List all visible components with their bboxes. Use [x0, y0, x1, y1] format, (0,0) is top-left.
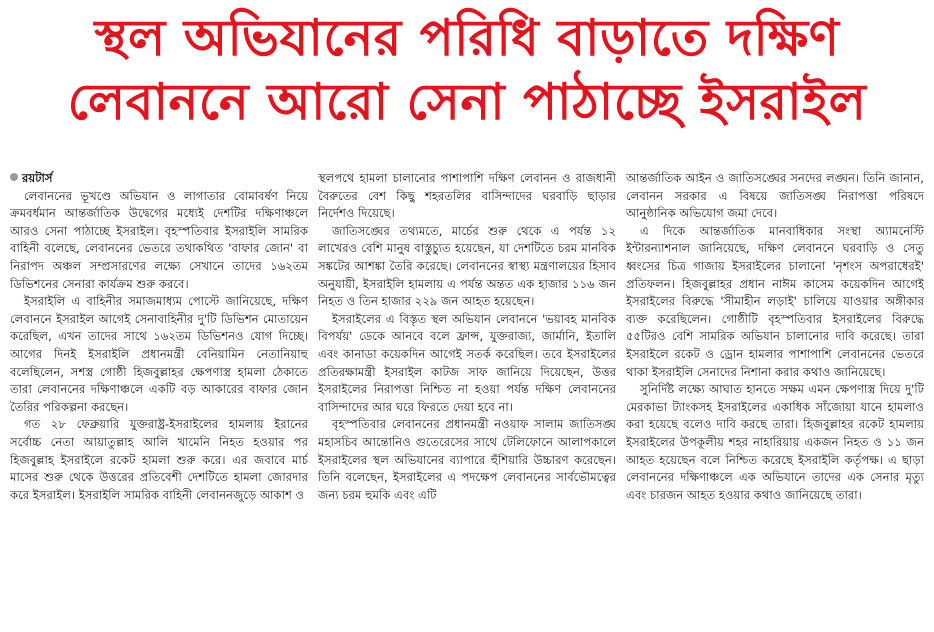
bullet-icon	[10, 173, 18, 181]
headline-line-2: লেবাননে আরো সেনা পাঠাচ্ছে ইসরাইল	[67, 73, 867, 131]
paragraph: আন্তর্জাতিক আইন ও জাতিসঙ্ঘের সনদের লঙ্ঘন। তিনি জানান, লেবানন সরকার এ বিষয়ে জাতিসঙ্ঘ নিরাপত্তা পরিষদে আনুষ্ঠানিক অভিযোগ জমা দেবে।	[626, 171, 924, 221]
paragraph: লেবাননের ভূখণ্ডে অভিযান ও লাগাতার বোমাবর্ষণ নিয়ে ক্রমবর্ধমান আন্তর্জাতিক উদ্বেগের মধ্যেই দেশটির দক্ষিণাঞ্চলে আরও সেনা পাঠাচ্ছে ইসরাইল। বৃহস্পতিবার ইসরাইলি সামরিক বাহিনী বলেছে, লেবাননের ভেতরে তথাকথিত 'বাফার জোন' বা নিরাপদ অঞ্চল সম্প্রসারণের লক্ষ্যে সেখানে তাদের ১৬২তম ডিভিশনের সেনারা কার্যক্রম শুরু করবে।	[10, 188, 308, 291]
column-2	[318, 170, 616, 626]
paragraph: গত ২৮ ফেব্রুয়ারি যুক্তরাষ্ট্র-ইসরাইলের হামলায় ইরানের সর্বোচ্চ নেতা আয়াতুল্লাহ আলি খামেনি নিহত হওয়ার পর হিজবুল্লাহ ইসরাইলে রকেট হামলা শুরু করে। এর জবাবে মার্চ মাসের শুরু থেকে উত্তরের প্রতিবেশী দেশটিতে হামলা জোরদার করে ইসরাইল। ইসরাইলি সামরিক বাহিনী লেবাননজুড়ে আকাশ ও	[10, 417, 308, 502]
paragraph: জাতিসঙ্ঘের তথ্যমতে, মার্চের শুরু থেকে এ পর্যন্ত ১২ লাখেরও বেশি মানুষ বাস্তুচ্যুত হয়েছেন, যা দেশটিতে চরম মানবিক সঙ্কটের আশঙ্কা তৈরি করেছে। লেবাননের স্বাস্থ্য মন্ত্রণালয়ের হিসাব অনুযায়ী, ইসরাইলি হামলায় এ পর্যন্ত অন্তত এক হাজার ১১৬ জন নিহত ও তিন হাজার ২২৯ জন আহত হয়েছেন।	[318, 223, 616, 309]
paragraph: এ দিকে আন্তর্জাতিক মানবাধিকার সংস্থা অ্যামনেস্টি ইন্টারন্যাশনাল জানিয়েছে, দক্ষিণ লেবাননে ঘরবাড়ি ও সেতু ধ্বংসের চিত্র গাজায় ইসরাইলের চালানো 'নৃশংস অপরাধেরই' প্রতিফলন। হিজবুল্লাহর প্রধান নাঈম কাসেম কয়েকদিন আগেই ইসরাইলের বিরুদ্ধে 'সীমাহীন লড়াই' চালিয়ে যাওয়ার অঙ্গীকার ব্যক্ত করেছিলেন। গোষ্ঠীটি বৃহস্পতিবার ইসরাইলের বিরুদ্ধে ৫৫টিরও বেশি সামরিক অভিযান চালানোর দাবি করেছে। তারা ইসরাইলে রকেট ও ড্রোন হামলার পাশাপাশি লেবাননের ভেতরে থাকা ইসরাইলি সেনাদের নিশানা করার কথাও জানিয়েছে।	[626, 223, 924, 379]
paragraph: বৃহস্পতিবার লেবাননের প্রধানমন্ত্রী নওয়াফ সালাম জাতিসঙ্ঘ মহাসচিব আন্তোনিও গুতেরেসের সাথে টেলিফোনে আলাপকালে ইসরাইলের স্থল অভিযানের ব্যাপারে হুঁশিয়ারি উচ্চারণ করেছেন। তিনি বলেছেন, ইসরাইলের এ পদক্ষেপ লেবাননের সার্বভৌমত্বের জন্য চরম হুমকি এবং এটি	[318, 417, 616, 502]
paragraph: স্থলপথে হামলা চালানোর পাশাপাশি দক্ষিণ লেবানন ও রাজধানী বৈরুতের বেশ কিছু শহরতলির বাসিন্দাদের ঘরবাড়ি ছাড়ার নির্দেশও দিয়েছে।	[318, 171, 616, 221]
byline-text: রয়টার্স	[22, 171, 53, 185]
paragraph: ইসরাইলি এ বাহিনীর সমাজমাধ্যম পোস্টে জানিয়েছে, দক্ষিণ লেবাননে ইসরাইল আগেই সেনাবাহিনীর দু'টি ডিভিশন মোতায়েন করেছিল, এখন তাদের সাথে ১৬২তম ডিভিশনও যোগ দিচ্ছে। আগের দিনই ইসরাইলি প্রধানমন্ত্রী বেনিয়ামিন নেতানিয়াহু বলেছিলেন, সশস্ত্র গোষ্ঠী হিজবুল্লাহর ক্ষেপণাস্ত্র হামলা ঠেকাতে তারা লেবাননের দক্ষিণাঞ্চলে একটি বড় আকারের বাফার জোন তৈরির পরিকল্পনা করছেন।	[10, 294, 308, 414]
article-headline	[0, 6, 934, 134]
paragraph: ইসরাইলের এ বিস্তৃত স্থল অভিযান লেবাননে 'ভয়াবহ মানবিক বিপর্যয়' ডেকে আনবে বলে ফ্রান্স, যুক্তরাজ্য, জার্মানি, ইতালি এবং কানাডা কয়েকদিন আগেই সতর্ক করেছিল। তবে ইসরাইলের প্রতিরক্ষামন্ত্রী ইসরাইল কাটজ সাফ জানিয়ে দিয়েছেন, উত্তর ইসরাইলের নিরাপত্তা নিশ্চিত না হওয়া পর্যন্ত দক্ষিণ লেবাননের বাসিন্দাদের আর ঘরে ফিরতে দেয়া হবে না।	[318, 311, 616, 414]
byline	[10, 170, 308, 188]
article-body	[10, 170, 924, 626]
headline-line-1: স্থল অভিযানের পরিধি বাড়াতে দক্ষিণ	[94, 9, 840, 67]
column-3	[626, 170, 924, 626]
column-1	[10, 170, 308, 626]
paragraph: সুনির্দিষ্ট লক্ষ্যে আঘাত হানতে সক্ষম এমন ক্ষেপণাস্ত্র দিয়ে দু'টি মেরকাভা ট্যাংকসহ ইসরাইলের একাধিক সাঁজোয়া যানে হামলাও করা হয়েছে বলেও দাবি করছে তারা। হিজবুল্লাহর রকেট হামলায় ইসরাইলের উপকূলীয় শহর নাহারিয়ায় একজন নিহত ও ১১ জন আহত হয়েছেন বলে নিশ্চিত করেছে ইসরাইলি কর্তৃপক্ষ। এ ছাড়া লেবাননের দক্ষিণাঞ্চলে এক অভিযানে তাদের এক সেনার মৃত্যু এবং চারজন আহত হওয়ার কথাও জানিয়েছে তারা।	[626, 382, 924, 502]
